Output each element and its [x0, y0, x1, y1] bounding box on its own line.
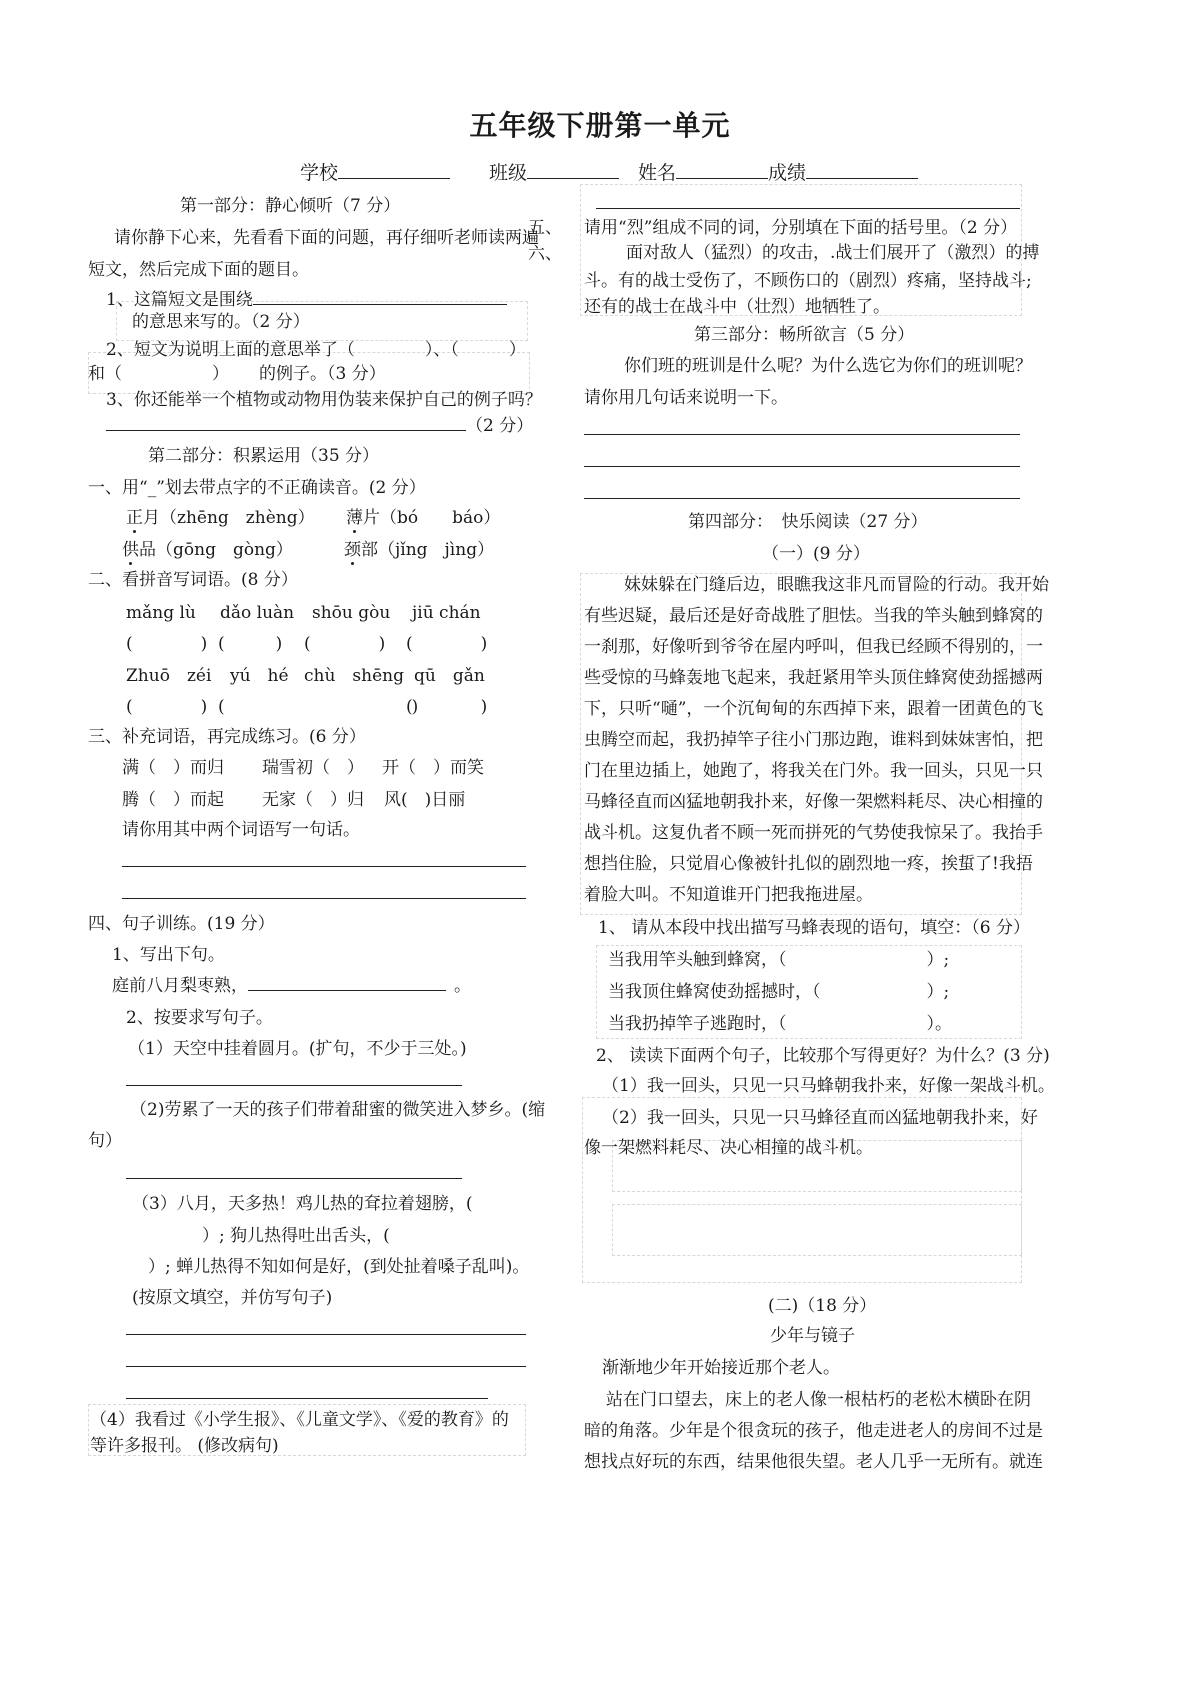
name-blank[interactable] [676, 177, 768, 179]
answer-line[interactable] [584, 498, 1020, 499]
s6-label: 六、 [528, 244, 562, 264]
s4-1: 1、写出下句。 [112, 945, 225, 965]
s4-2-1: （1）天空中挂着圆月。(扩句，不少于三处。) [128, 1039, 467, 1059]
answer-line[interactable] [126, 1334, 526, 1335]
q2-text-d: 和（ [88, 364, 122, 384]
class-blank[interactable] [527, 177, 619, 179]
pinyin: chù shēng [304, 666, 404, 686]
page-title: 五年级下册第一单元 [469, 109, 731, 142]
answer-line[interactable] [126, 1085, 462, 1086]
s4-2-3d: (按原文填空，并仿写句子) [132, 1288, 333, 1308]
r1-q2: 2、 读读下面两个句子，比较那个写得更好？为什么？(3 分) [596, 1046, 1050, 1066]
part4-heading: 第四部分： 快乐阅读（27 分） [688, 512, 928, 532]
q3: 3、你还能举一个植物或动物用伪装来保护自己的例子吗？ [106, 390, 542, 410]
r1-q1-c-end: ）。 [926, 1014, 952, 1034]
r1-q1-b [608, 982, 949, 1003]
s4-2-2: （2)劳累了一天的孩子们带着甜蜜的微笑进入梦乡。(缩 [130, 1100, 546, 1120]
reading2-heading: (二)（18 分） [768, 1296, 877, 1316]
s4-2-4: （4）我看过《小学生报》、《儿童文学》、《爱的教育》的 [90, 1410, 509, 1430]
s4-2-3c: ）; 蝉儿热得不知如何是好，(到处扯着嗓子乱叫)。 [148, 1257, 530, 1277]
class-field [489, 162, 619, 186]
r1-q1-c-text: 当我扔掉竿子逃跑时，（ [608, 1014, 787, 1034]
part3-line2: 请你用几句话来说明一下。 [584, 388, 788, 408]
s4-title: 四、句子训练。(19 分） [88, 914, 275, 934]
passage1-line: 妹妹躲在门缝后边，眼瞧我这非凡而冒险的行动。我开始 [624, 575, 1049, 595]
pinyin: mǎng lù [126, 603, 196, 623]
q1-end: 的意思来写的。（2 分） [132, 312, 310, 332]
name-field [638, 162, 918, 186]
r1-q1-b-text: 当我顶住蜂窝使劲摇撼时，（ [608, 982, 821, 1002]
q3-score: （2 分） [466, 416, 534, 436]
pinyin: yú hé [230, 666, 289, 686]
part1-intro: 请你静下心来，先看看下面的问题，再仔细听老师读两遍 [114, 228, 539, 248]
s4-1-text: 庭前八月梨枣熟， [112, 976, 248, 996]
q3-blank[interactable] [106, 429, 466, 431]
dotted-char: 颈 [344, 540, 361, 560]
part1-intro-2: 短文，然后完成下面的题目。 [88, 260, 309, 280]
s1-item [122, 540, 293, 561]
passage1-line: 有些迟疑，最后还是好奇战胜了胆怯。当我的竿头触到蜂窝的 [584, 606, 1043, 626]
passage1-line: 着脸大叫。不知道谁开门把我拖进屋。 [584, 885, 873, 905]
answer-bracket[interactable]: ( ) [126, 697, 208, 717]
answer-line[interactable] [122, 866, 526, 867]
pinyin: Zhuō zéi [126, 666, 212, 686]
q2-line2 [88, 364, 386, 385]
pinyin: qū gǎn [414, 666, 485, 686]
q2-text-a: 2、短文为说明上面的意思举了（ [106, 340, 355, 360]
s1-item-reading: 部（jǐng jìng） [361, 540, 495, 560]
part3-heading: 第三部分：畅所欲言（5 分） [694, 325, 915, 345]
idiom-blank[interactable]: 满（ ）而归 [122, 758, 224, 778]
r1-q1: 1、 请从本段中找出描写马蜂表现的语句，填空：（6 分） [598, 918, 1030, 938]
class-label: 班级 [489, 162, 528, 184]
s1-item [346, 508, 500, 529]
q2-text-b: ）、（ [424, 340, 459, 360]
idiom-blank[interactable]: 瑞雪初（ ） [262, 758, 364, 778]
passage1-line: 下，只听“嗵”，一个沉甸甸的东西掉下来，跟着一团黄色的飞 [584, 699, 1044, 719]
answer-line[interactable] [584, 466, 1020, 467]
s1-item [344, 540, 494, 561]
top-rule [596, 208, 1020, 209]
pinyin: jiū chán [412, 603, 481, 623]
part3-line1: 你们班的班训是什么呢？为什么选它为你们的班训呢？ [624, 356, 1032, 376]
r1-q1-a-end: ）; [926, 950, 950, 970]
dotted-char: 薄 [346, 508, 363, 528]
q1 [106, 290, 507, 311]
s6-line2: 斗。有的战士受伤了，不顾伤口的（剧烈）疼痛，坚持战斗; [584, 271, 1032, 291]
name-label: 姓名 [638, 162, 677, 184]
passage2-line: 站在门口望去，床上的老人像一根枯朽的老松木横卧在阴 [606, 1390, 1031, 1410]
q3-answer [106, 416, 533, 437]
passage1-line: 马蜂径直而凶猛地朝我扑来，好像一架燃料耗尽、决心相撞的 [584, 792, 1043, 812]
passage2-line: 渐渐地少年开始接近那个老人。 [602, 1358, 840, 1378]
s4-2-3: （3）八月，天多热！鸡儿热的耷拉着翅膀，( [132, 1194, 473, 1214]
s4-2-4b: 等许多报刊。 (修改病句) [90, 1436, 279, 1456]
answer-line[interactable] [126, 1398, 488, 1399]
reading2-title: 少年与镜子 [770, 1326, 855, 1346]
r1-q2-2: （2）我一回头，只见一只马蜂径直而凶猛地朝我扑来，好 [602, 1108, 1038, 1128]
r1-q1-b-end: ）; [926, 982, 950, 1002]
s4-2-2b: 句） [88, 1131, 122, 1151]
s3-prompt: 请你用其中两个词语写一句话。 [122, 820, 360, 840]
answer-bracket[interactable]: ( ) [126, 634, 208, 654]
r1-q1-a-text: 当我用竿头触到蜂窝，（ [608, 950, 787, 970]
passage1-line: 些受惊的马蜂轰地飞起来，我赶紧用竿头顶住蜂窝使劲摇撼两 [584, 668, 1043, 688]
passage1-line: 一刹那，好像听到爷爷在屋内呼叫，但我已经顾不得别的，一 [584, 637, 1043, 657]
answer-line[interactable] [122, 898, 526, 899]
passage2-line: 暗的角落。少年是个很贪玩的孩子，他走进老人的房间不过是 [584, 1421, 1043, 1441]
answer-bracket[interactable]: ( ) [218, 634, 283, 654]
s4-2: 2、按要求写句子。 [126, 1008, 273, 1028]
q2-text-e: ） [212, 364, 229, 384]
q2-text-f: 的例子。（3 分） [259, 364, 386, 384]
r1-q2-1: （1）我一回头，只见一只马蜂朝我扑来，好像一架战斗机。 [602, 1076, 1055, 1096]
s4-1-end: 。 [454, 976, 471, 996]
passage1-line: 门在里边插上，她跑了，将我关在门外。我一回头，只见一只 [584, 761, 1043, 781]
s1-title: 一、用“_”划去带点字的不正确读音。(2 分） [88, 478, 426, 498]
part2-heading: 第二部分：积累运用（35 分） [148, 446, 380, 466]
q1-blank[interactable] [253, 303, 507, 305]
q2-text-c: ） [508, 340, 526, 360]
r1-q1-a [608, 950, 949, 971]
score-label: 成绩 [768, 162, 807, 184]
answer-bracket[interactable]: ( ) [406, 697, 488, 717]
answer-line[interactable] [584, 434, 1020, 435]
idiom-blank[interactable]: 风( )日丽 [384, 790, 466, 810]
answer-bracket[interactable]: ( ) [406, 634, 488, 654]
s1-item-reading: 品（gōng gòng） [139, 540, 293, 560]
r1-q1-c [608, 1014, 952, 1035]
r1-q2-2b: 像一架燃料耗尽、决心相撞的战斗机。 [584, 1138, 873, 1158]
passage1-line: 想挡住脸，只觉眉心像被针扎似的剧烈地一疼，挨蜇了!我捂 [584, 854, 1033, 874]
answer-line[interactable] [126, 1178, 462, 1179]
passage1-line: 战斗机。这复仇者不顾一死而拼死的气势使我惊呆了。我抬手 [584, 823, 1043, 843]
passage1-line: 虫腾空而起，我扔掉竿子往小门那边跑，谁料到妹妹害怕，把 [584, 730, 1043, 750]
s2-title: 二、看拼音写词语。(8 分） [88, 570, 298, 590]
answer-line[interactable] [126, 1366, 526, 1367]
idiom-blank[interactable]: 开（ ）而笑 [382, 758, 484, 778]
s4-1-blank[interactable] [248, 989, 446, 991]
score-blank[interactable] [806, 177, 918, 179]
dotted-char: 正 [126, 508, 143, 528]
passage2-line: 想找点好玩的东西，结果他很失望。老人几乎一无所有。就连 [584, 1452, 1043, 1472]
s6-line1: 面对敌人（猛烈）的攻击，.战士们展开了（激烈）的搏 [626, 243, 1040, 263]
reading1-heading: （一）(9 分） [762, 544, 870, 564]
answer-bracket[interactable]: ( ) [218, 697, 419, 717]
s5-label: 五、 [528, 218, 562, 238]
s4-2-3b: ）; 狗儿热得吐出舌头，( [202, 1226, 390, 1246]
s6-title: 请用“烈”组成不同的词，分别填在下面的括号里。（2 分） [584, 218, 1018, 238]
s6-line3: 还有的战士在战斗中（壮烈）地牺牲了。 [584, 297, 890, 317]
school-field [300, 162, 450, 186]
s1-item [126, 508, 315, 529]
idiom-blank[interactable]: 腾（ ）而起 [122, 790, 224, 810]
answer-bracket[interactable]: ( ) [304, 634, 386, 654]
q2 [106, 340, 526, 361]
pinyin: dǎo luàn [220, 603, 295, 623]
school-blank[interactable] [338, 177, 450, 179]
s1-item-reading: 片（bó báo） [363, 508, 501, 528]
q1-text: 1、这篇短文是围绕 [106, 290, 253, 310]
s1-item-reading: 月（zhēng zhèng） [143, 508, 315, 528]
school-label: 学校 [300, 162, 339, 184]
answer-frame [612, 1204, 1022, 1256]
part1-heading: 第一部分：静心倾听（7 分） [180, 196, 401, 216]
dotted-char: 供 [122, 540, 139, 560]
idiom-blank[interactable]: 无家（ ）归 [262, 790, 364, 810]
pinyin: shōu gòu [312, 603, 391, 623]
s3-title: 三、补充词语，再完成练习。(6 分） [88, 727, 366, 747]
s4-1-line [112, 976, 471, 997]
